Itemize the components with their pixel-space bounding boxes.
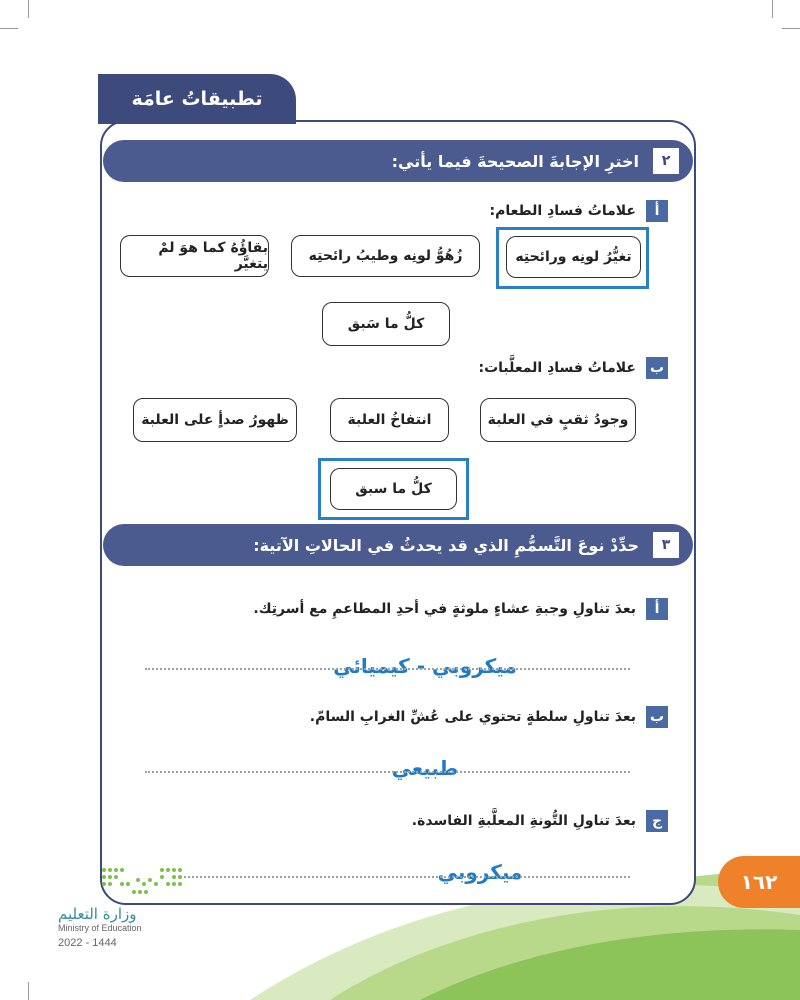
ministry-name-english: Ministry of Education (58, 923, 142, 933)
q3-item-c (412, 810, 668, 832)
answer-text: طبيعي (391, 756, 459, 780)
letter-badge: أ (646, 200, 668, 222)
question-2-title: اخترِ الإجابةَ الصحيحةَ فيما يأتي: (391, 151, 639, 171)
question-3-title: حدِّدْ نوعَ التَّسمُّمِ الذي قد يحدثُ في الحالاتِ الآتية: (253, 535, 639, 555)
question-number: ٢ (653, 148, 679, 174)
question-3-header (103, 524, 693, 566)
subquestion-label: علاماتُ فسادِ المعلَّبات: (478, 360, 636, 376)
ministry-logo-icon (98, 862, 190, 900)
q3-item-b (310, 706, 668, 728)
academic-year: 2022 - 1444 (58, 937, 117, 949)
answer-text: ميكروبي (437, 860, 523, 884)
subquestion-b (479, 357, 669, 379)
option-a4[interactable]: كلُّ ما سَبق (322, 302, 450, 346)
ministry-name-arabic: وزارة التعليم (58, 905, 137, 923)
subquestion-a (489, 200, 668, 222)
option-a3[interactable]: بقاؤُهُ كما هوَ لمْ يتغيَّر (120, 235, 269, 277)
option-b1[interactable]: وجودُ ثقبٍ في العلبة (480, 398, 636, 442)
answer-line (145, 668, 630, 670)
q3-item-text: بعدَ تناولِ وجبةِ عشاءٍ ملوثةٍ في أحدِ المطاعمِ مع أسرتِك. (253, 601, 636, 617)
letter-badge: ب (646, 357, 668, 379)
section-tab: تطبيقاتُ عامَة (98, 74, 296, 124)
option-a1[interactable]: تغيُّرُ لونِه ورائحتِه (506, 236, 641, 278)
option-b4[interactable]: كلُّ ما سبق (330, 468, 457, 510)
q3-item-a (253, 598, 668, 620)
q3-item-text: بعدَ تناولِ سلطةٍ تحتوي على عُشِّ الغرابِ السامّ. (309, 709, 636, 725)
answer-line (145, 771, 630, 773)
letter-badge: ب (646, 706, 668, 728)
page-number: ١٦٢ (718, 856, 800, 908)
ministry-block (58, 905, 142, 949)
subquestion-label: علاماتُ فسادِ الطعام: (489, 203, 636, 219)
question-number: ٣ (653, 532, 679, 558)
option-b2[interactable]: انتفاخُ العلبة (330, 398, 449, 442)
answer-line (180, 876, 630, 878)
letter-badge: ج (646, 810, 668, 832)
option-a2[interactable]: زُهُوُّ لونِه وطيبُ رائحتِه (291, 235, 480, 277)
q3-item-text: بعدَ تناولِ التُّونةِ المعلَّبةِ الفاسدة. (411, 813, 636, 829)
question-2-header (103, 140, 693, 182)
answer-text: ميكروبي - كيميائي (333, 654, 517, 678)
option-b3[interactable]: ظهورُ صدأٍ على العلبة (133, 398, 297, 442)
letter-badge: أ (646, 598, 668, 620)
